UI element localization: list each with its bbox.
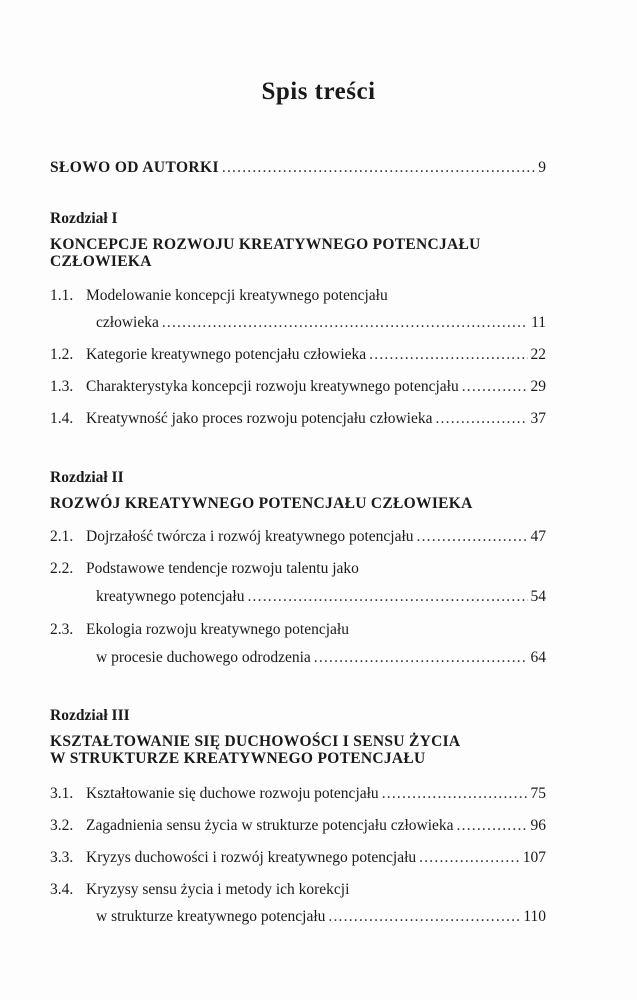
leader-dots	[457, 816, 528, 836]
toc-entry-text: Kryzys duchowości i rozwój kreatywnego potencjału	[86, 849, 417, 866]
chapter-title-line: KONCEPCJE ROZWOJU KREATYWNEGO POTENCJAŁU	[50, 236, 481, 253]
toc-entry-number: 2.3.	[50, 621, 74, 638]
toc-entry[interactable]	[50, 345, 546, 365]
leader-dots	[222, 158, 535, 178]
toc-entry-text: Dojrzałość twórcza i rozwój kreatywnego potencjału	[86, 528, 414, 545]
chapter-title-line: KSZTAŁTOWANIE SIĘ DUCHOWOŚCI I SENSU ŻYCIA	[50, 733, 461, 750]
leader-dots	[328, 907, 520, 927]
toc-entry-text: kreatywnego potencjału	[96, 588, 245, 605]
chapter-title-line: CZŁOWIEKA	[50, 253, 152, 270]
toc-entry[interactable]	[50, 409, 546, 429]
toc-page-number: 9	[538, 159, 546, 176]
toc-entry[interactable]	[50, 527, 546, 547]
chapter-title	[50, 236, 546, 270]
leader-dots	[462, 377, 528, 397]
leader-dots	[314, 648, 528, 668]
page-title: Spis treści	[261, 78, 376, 105]
leader-dots	[247, 587, 527, 607]
toc-entry-number: 2.2.	[50, 560, 74, 577]
toc-entry[interactable]	[50, 286, 546, 306]
toc-page-number: 107	[522, 849, 546, 866]
toc-entry[interactable]	[50, 880, 546, 900]
leader-dots	[419, 848, 520, 868]
chapter-label: Rozdział II	[50, 469, 124, 486]
toc-entry-label: SŁOWO OD AUTORKI	[50, 159, 219, 176]
toc-entry-text: Modelowanie koncepcji kreatywnego potencjału	[86, 287, 388, 304]
toc-entry-number: 1.3.	[50, 378, 74, 395]
toc-entry-text: Charakterystyka koncepcji rozwoju kreatywnego potencjału	[86, 378, 459, 395]
toc-page-number: 11	[531, 314, 546, 331]
toc-entry-number: 1.4.	[50, 410, 74, 427]
toc-page-number: 22	[530, 346, 546, 363]
leader-dots	[417, 527, 528, 547]
toc-entry-text: Ekologia rozwoju kreatywnego potencjału	[86, 621, 349, 638]
toc-entry-number: 3.4.	[50, 881, 74, 898]
chapter-label: Rozdział III	[50, 707, 130, 724]
toc-entry-continuation[interactable]	[50, 313, 546, 333]
toc-entry-number: 3.1.	[50, 785, 74, 802]
toc-page-number: 110	[523, 908, 546, 925]
toc-page-number: 64	[530, 649, 546, 666]
toc-entry-text: Kształtowanie się duchowe rozwoju potencjału	[86, 785, 379, 802]
toc-entry[interactable]	[50, 784, 546, 804]
toc-entry[interactable]	[50, 848, 546, 868]
toc-entry-number: 3.3.	[50, 849, 74, 866]
chapter-title	[50, 733, 546, 767]
toc-entry-continuation[interactable]	[50, 907, 546, 927]
toc-entry-text: w procesie duchowego odrodzenia	[96, 649, 311, 666]
toc-entry-text: Podstawowe tendencje rozwoju talentu jako	[86, 560, 359, 577]
toc-entry-text: Kreatywność jako proces rozwoju potencjału człowieka	[86, 410, 433, 427]
toc-page-number: 47	[530, 528, 546, 545]
toc-entry-text: w strukturze kreatywnego potencjału	[96, 908, 326, 925]
leader-dots	[382, 784, 528, 804]
chapter-label: Rozdział I	[50, 210, 118, 227]
toc-page-number: 29	[530, 378, 546, 395]
leader-dots	[162, 313, 528, 333]
toc-entry-text: Kategorie kreatywnego potencjału człowieka	[86, 346, 367, 363]
toc-entry-text: Zagadnienia sensu życia w strukturze potencjału człowieka	[86, 817, 454, 834]
toc-entry-number: 3.2.	[50, 817, 74, 834]
leader-dots	[369, 345, 527, 365]
toc-entry-number: 2.1.	[50, 528, 74, 545]
toc-entry-continuation[interactable]	[50, 587, 546, 607]
toc-entry-text: człowieka	[96, 314, 159, 331]
leader-dots	[435, 409, 527, 429]
toc-entry-number: 1.2.	[50, 346, 74, 363]
toc-page-number: 75	[530, 785, 546, 802]
toc-entry-intro[interactable]	[50, 158, 546, 178]
chapter-title-line: W STRUKTURZE KREATYWNEGO POTENCJAŁU	[50, 750, 426, 767]
toc-entry[interactable]	[50, 816, 546, 836]
toc-entry[interactable]	[50, 559, 546, 579]
chapter-title-line: ROZWÓJ KREATYWNEGO POTENCJAŁU CZŁOWIEKA	[50, 495, 473, 512]
toc-entry-text: Kryzysy sensu życia i metody ich korekcji	[86, 881, 350, 898]
toc-entry[interactable]	[50, 620, 546, 640]
toc-entry-number: 1.1.	[50, 287, 74, 304]
toc-page-number: 96	[530, 817, 546, 834]
toc-entry[interactable]	[50, 377, 546, 397]
chapter-title	[50, 495, 546, 512]
toc-entry-continuation[interactable]	[50, 648, 546, 668]
toc-page-number: 37	[530, 410, 546, 427]
toc-page-number: 54	[530, 588, 546, 605]
